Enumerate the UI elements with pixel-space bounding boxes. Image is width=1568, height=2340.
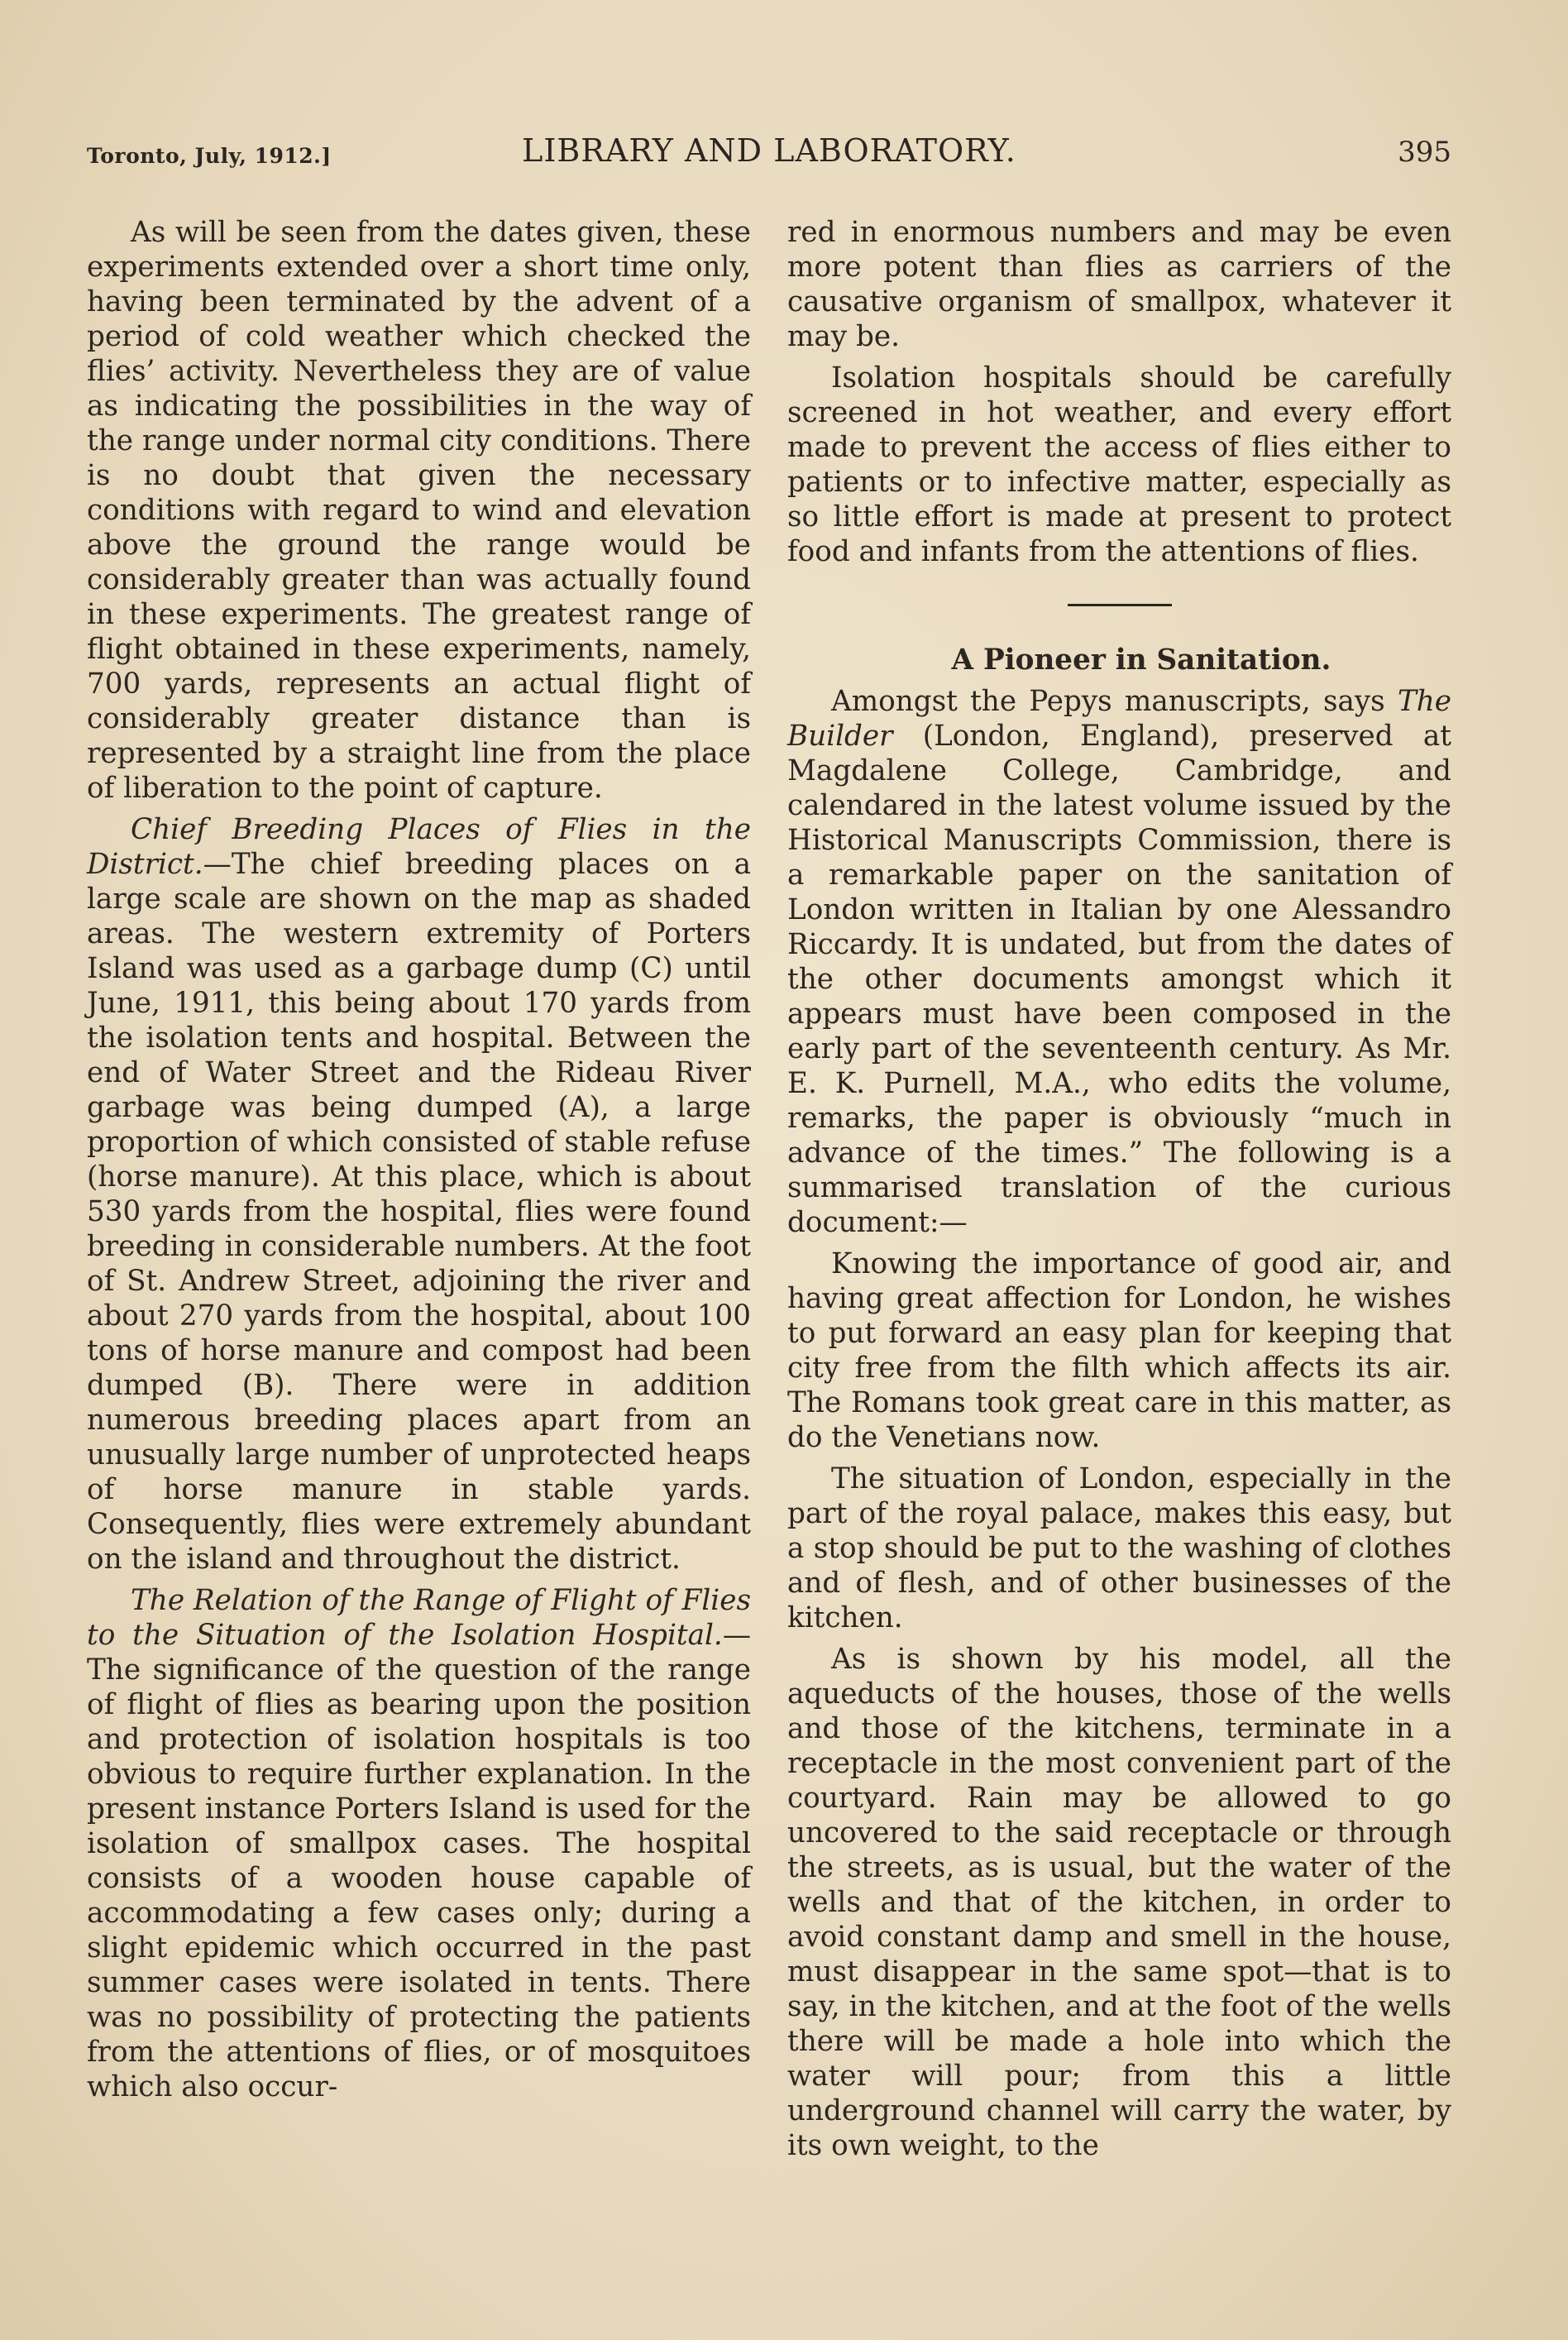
paragraph: red in enormous numbers and may be even more potent than flies as carriers of the causative organism of smallpox, whatever it may be. bbox=[787, 216, 1451, 353]
right-column bbox=[787, 215, 1451, 2170]
paragraph bbox=[87, 812, 751, 1577]
paragraph-text: —The chief breeding places on a large scale are shown on the map as shaded areas. The western extremity of Porters Island was used as a garbage dump (C) until June, 1911, this being about 170 yards from the isolation tents and hospital. Between the end of Water Street and the Rideau River garbage was being dumped (A), a large proportion of which consisted of stable refuse (horse manure). At this place, which is about 530 yards from the hospital, flies were found breeding in considerable numbers. At the foot of St. Andrew Street, adjoining the river and about 270 yards from the hospital, about 100 tons of horse manure and compost had been dumped (B). There were in addition numerous breeding places apart from an unusually large number of unprotected heaps of horse manure in stable yards. Consequently, flies were extremely abundant on the island and throughout the district. bbox=[87, 848, 751, 1576]
paragraph: As is shown by his model, all the aqueducts of the houses, those of the wells and those of the kitchens, terminate in a receptacle in the most convenient part of the courtyard. Rain may be allowed to go uncovered to the said receptacle or through the streets, as is usual, but the water of the wells and that of the kitchen, in order to avoid constant damp and smell in the house, must disappear in the same spot—that is to say, in the kitchen, and at the foot of the wells there will be made a hole into which the water will pour; from this a little underground channel will carry the water, by its own weight, to the bbox=[787, 1643, 1451, 2162]
journal-title: LIBRARY AND LABORATORY. bbox=[522, 132, 1016, 169]
header-place-date: Toronto, July, 1912.] bbox=[87, 144, 332, 168]
left-column bbox=[87, 215, 751, 2111]
running-header bbox=[87, 132, 1451, 182]
paragraph bbox=[87, 1583, 751, 2104]
paragraph-text: Amongst the Pepys manuscripts, says bbox=[831, 685, 1398, 718]
section-title: A Pioneer in Sanitation. bbox=[951, 644, 1331, 677]
paragraph: As will be seen from the dates given, these experiments extended over a short time only, having been terminated by the advent of a period of cold weather which checked the flies’ activity. Nevertheless they are of value as indicating the possibilities in the way of the range under normal city conditions. There is no doubt that given the necessary conditions with regard to wind and elevation above the ground the range would be considerably greater than was actually found in these experiments. The greatest range of flight obtained in these experiments, namely, 700 yards, represents an actual flight of considerably greater distance than is represented by a straight line from the place of liberation to the point of capture. bbox=[87, 216, 751, 805]
section-divider bbox=[1068, 604, 1172, 606]
paragraph-text: —The significance of the question of the range of flight of flies as bearing upon the position and protection of isolation hospitals is too obvious to require further explanation. In the present instance Porters Island is used for the isolation of smallpox cases. The hospital consists of a wooden house capable of accommodating a few cases only; during a slight epidemic which occurred in the past summer cases were isolated in tents. There was no possibility of protecting the patients from the attentions of flies, or of mosquitoes which also occur- bbox=[87, 1619, 751, 2103]
paragraph bbox=[787, 684, 1451, 1240]
paragraph: Isolation hospitals should be carefully screened in hot weather, and every effort made to prevent the access of flies either to patients or to infective matter, especially as so little effort is made at present to protect food and infants from the attentions of flies. bbox=[787, 361, 1451, 568]
paragraph: The situation of London, especially in the part of the royal palace, makes this easy, but a stop should be put to the washing of clothes and of flesh, and of other businesses of the kitchen. bbox=[787, 1462, 1451, 1634]
publication-title: The Builder bbox=[787, 685, 1451, 753]
paragraph-text: (London, England), preserved at Magdalene College, Cambridge, and calendared in the latest volume issued by the Historical Manuscripts Commission, there is a remarkable paper on the sanitation of London written in Italian by one Alessandro Riccardy. It is undated, but from the dates of the other documents amongst which it appears must have been composed in the early part of the seventeenth century. As Mr. E. K. Purnell, M.A., who edits the volume, remarks, the paper is obviously “much in advance of the times.” The following is a summarised translation of the curious document:— bbox=[787, 720, 1451, 1239]
paragraph: Knowing the importance of good air, and having great affection for London, he wishes to put forward an easy plan for keeping that city free from the filth which affects its air. The Romans took great care in this matter, as do the Venetians now. bbox=[787, 1247, 1451, 1454]
paragraph-heading: The Relation of the Range of Flight of Flies to the Situation of the Isolation Hospital. bbox=[87, 1584, 751, 1652]
paragraph-heading: Chief Breeding Places of Flies in the District. bbox=[87, 813, 751, 881]
page-number: 395 bbox=[1398, 136, 1451, 169]
